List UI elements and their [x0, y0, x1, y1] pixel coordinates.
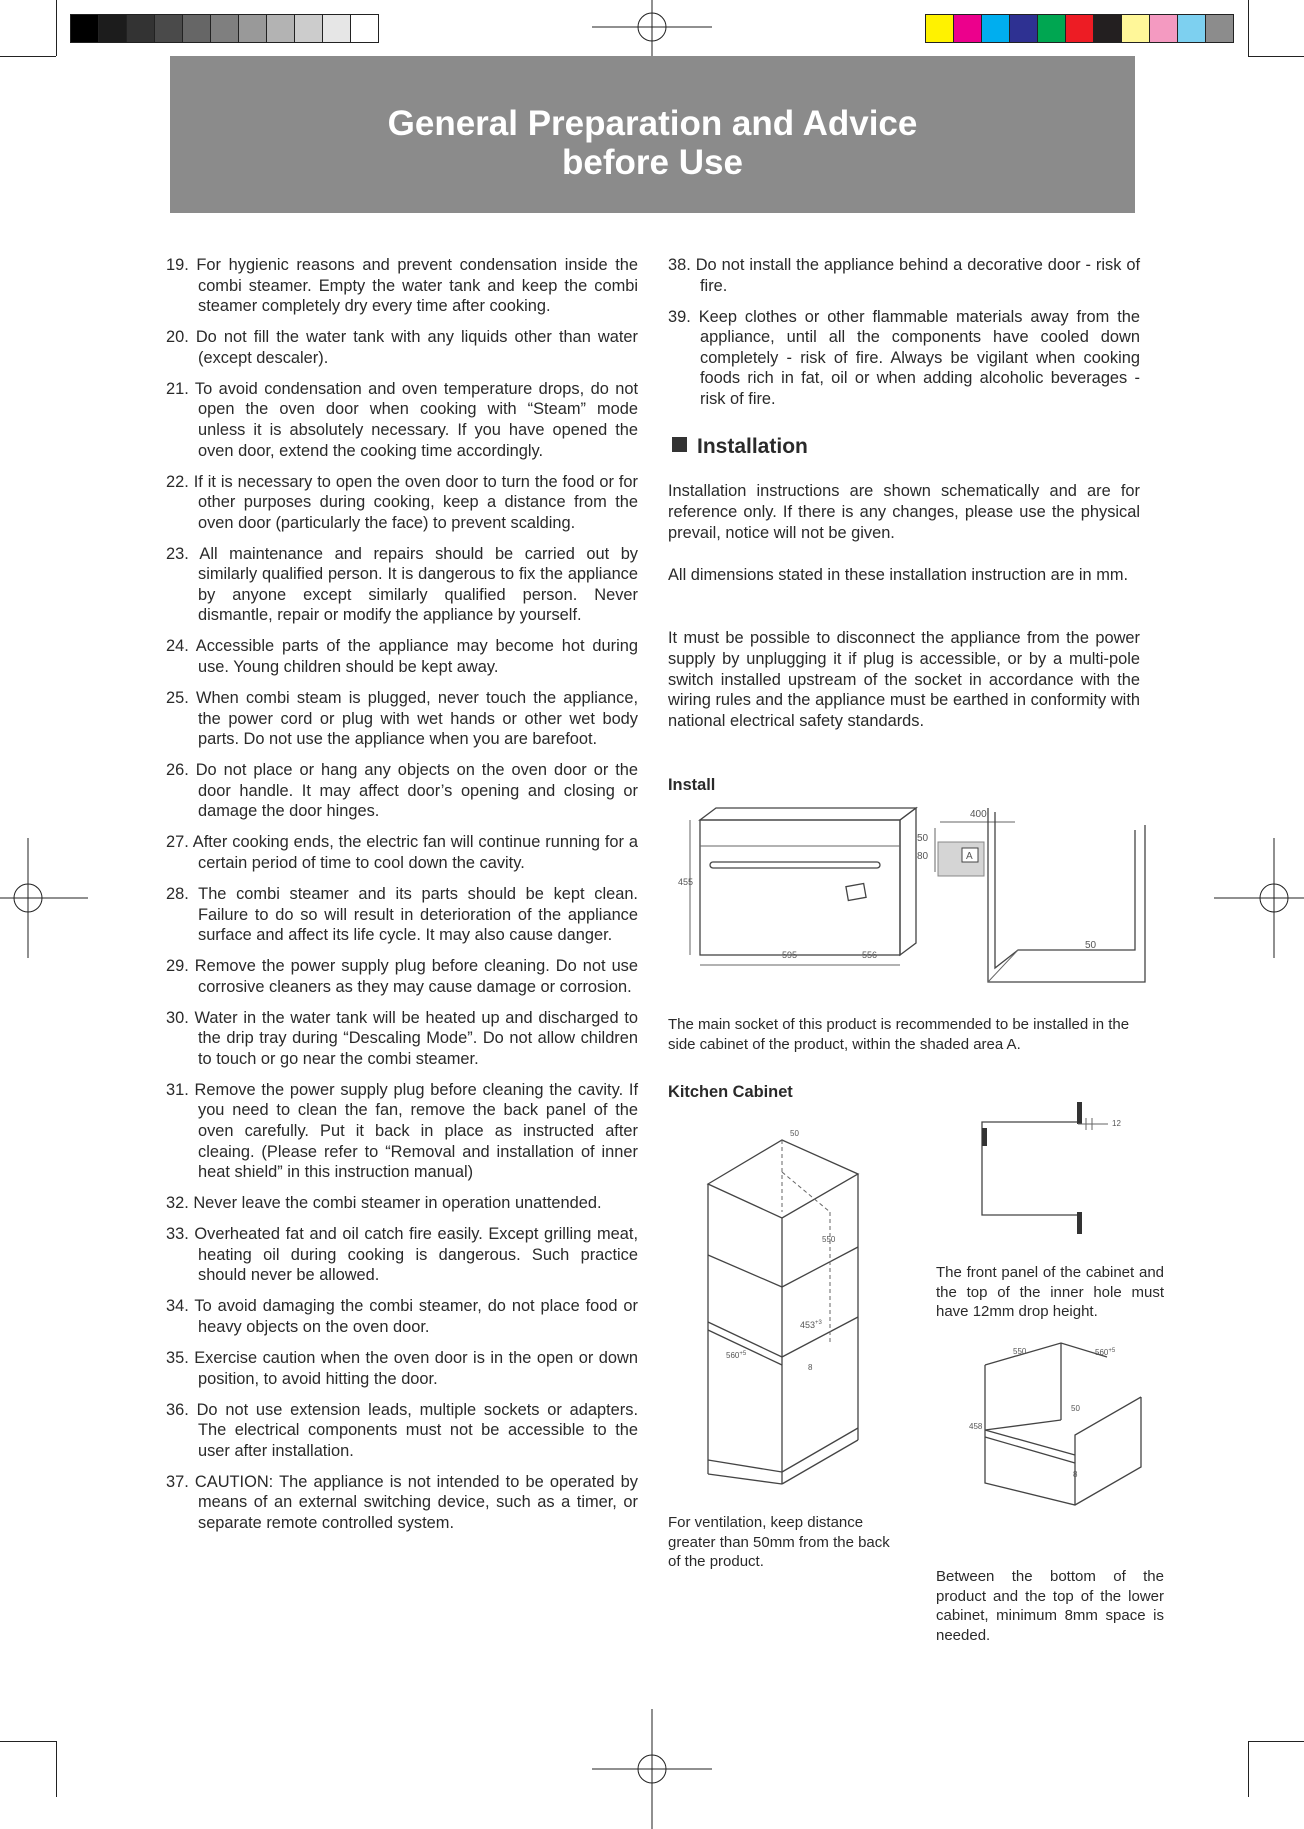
list-item: 34. To avoid damaging the combi steamer, do not place food or heavy objects on the oven door.: [166, 1297, 638, 1336]
cabinet-corner-line: [988, 950, 1018, 982]
crop-mark: [0, 1741, 56, 1742]
niche-depth-label: 550: [1013, 1347, 1027, 1356]
cabinet-top-label: 50: [790, 1129, 799, 1138]
right-column: [668, 255, 1140, 420]
niche-top-back: [985, 1343, 1107, 1365]
color-swatch: [1178, 15, 1206, 42]
shelf-upper-right: [782, 1247, 858, 1287]
registration-mark-right: [1214, 838, 1304, 958]
gray-swatch: [71, 15, 99, 42]
list-item: 31. Remove the power supply plug before cleaning the cavity. If you need to clean the fan, remove the back panel of the oven carefully. Put it back in place as instructed after cleaing. (Please refer to “Removal and installation of inner heat shield” in this instruction manual): [166, 1080, 638, 1182]
panel-top-edge: [1077, 1102, 1082, 1124]
list-item: 23. All maintenance and repairs should be carried out by similarly qualified person. It is dangerous to fix the appliance by anyone except similarly qualified person. Never dismantle, repair or modify the appliance by yourself.: [166, 544, 638, 625]
shelf-lower-edge: [708, 1330, 782, 1365]
list-item: 19. For hygienic reasons and prevent condensation inside the combi steamer. Empty the water tank and keep the combi steamer completely dry every time after cooking.: [166, 256, 638, 316]
cabinet-outline: [988, 808, 1145, 982]
cabinet-base: [708, 1474, 782, 1484]
tall-cabinet-diagram: [690, 1122, 890, 1490]
front-panel-drop-diagram: [978, 1100, 1128, 1235]
crop-mark: [1248, 0, 1249, 56]
gray-swatch: [183, 15, 211, 42]
list-item: 36. Do not use extension leads, multiple sockets or adapters. The electrical components must not be accessible to the user after installation.: [166, 1400, 638, 1460]
cabinet-depth-label: 550: [822, 1235, 836, 1244]
plinth-line: [708, 1460, 782, 1472]
registration-mark-left: [0, 838, 88, 958]
list-item: 29. Remove the power supply plug before cleaning. Do not use corrosive cleaners as they may cause damage or corrosion.: [166, 957, 638, 996]
niche-floor: [985, 1430, 1075, 1455]
side-cabinet-diagram: [915, 800, 1150, 985]
install-caption: The main socket of this product is recommended to be installed in the side cabinet of the product, within the shaded area A.: [668, 1016, 1130, 1053]
shelf-upper: [708, 1255, 782, 1287]
panel-profile: [982, 1122, 1078, 1215]
crop-mark: [1248, 1741, 1249, 1797]
installation-paragraph: It must be possible to disconnect the appliance from the power supply by unplugging it if plug is accessible, or by a multi-pole switch installed upstream of the socket in accordance with the wiring rules and the appliance must be earthed in conformity with national electrical safety standards.: [668, 629, 1140, 731]
list-item: 33. Overheated fat and oil catch fire easily. Except grilling meat, heating oil during cooking is dangerous. Such practice should never be allowed.: [166, 1225, 638, 1285]
cabinet-height-label: $453^{+3}$: [800, 1320, 822, 1330]
plinth-line-right: [782, 1428, 858, 1472]
color-swatch: [954, 15, 982, 42]
niche-floor-edge: [985, 1437, 1075, 1463]
cabinet-top: [708, 1140, 858, 1218]
area-a-label: A: [966, 851, 973, 862]
drop-label: 12: [1112, 1119, 1121, 1128]
color-swatch: [1038, 15, 1066, 42]
front-panel-caption: The front panel of the cabinet and the top of the inner hole must have 12mm drop height.: [936, 1264, 1164, 1320]
gray-swatch: [295, 15, 323, 42]
oven-height-label: 455: [678, 877, 694, 887]
installation-paragraph: Installation instructions are shown schematically and are for reference only. If there is any changes, please use the physical prevail, notice will not be given.: [668, 482, 1140, 542]
color-swatch: [1010, 15, 1038, 42]
niche-floor-back: [985, 1420, 1061, 1430]
page-title-line1: General Preparation and Advice: [387, 104, 918, 143]
left-column: [166, 255, 638, 1544]
installation-paragraph: All dimensions stated in these installation instruction are in mm.: [668, 566, 1129, 584]
oven-dimension-diagram: [672, 800, 942, 975]
page-title: [170, 56, 1135, 182]
kitchen-cabinet-label: Kitchen Cabinet: [668, 1083, 793, 1101]
oven-side-face: [900, 808, 916, 955]
page-title-line2: before Use: [562, 143, 743, 182]
installation-heading: Installation: [672, 435, 808, 459]
side-width-label: 400: [970, 809, 987, 820]
bottom-gap-caption: Between the bottom of the product and the top of the lower cabinet, minimum 8mm space is needed.: [936, 1568, 1164, 1644]
list-item: 25. When combi steam is plugged, never touch the appliance, the power cord or plug with wet hands or other wet body parts. Do not use the appliance when you are barefoot.: [166, 689, 638, 749]
square-bullet-icon: [672, 437, 687, 452]
list-item: 32. Never leave the combi steamer in operation unattended.: [166, 1194, 602, 1213]
list-item: 22. If it is necessary to open the oven door to turn the food or for other purposes during cooking, keep a distance from the oven door (particularly the face) to prevent scalding.: [166, 472, 638, 532]
color-swatch: [1094, 15, 1122, 42]
niche-width-label: $560^{+5}$: [1095, 1348, 1116, 1357]
list-item: 38. Do not install the appliance behind a decorative door - risk of fire.: [668, 256, 1140, 295]
cabinet-gap-label: 8: [808, 1363, 813, 1372]
gray-swatch: [99, 15, 127, 42]
color-swatch: [1122, 15, 1150, 42]
list-item: 37. CAUTION: The appliance is not intended to be operated by means of an external switching device, such as a timer, or separate remote controlled system.: [166, 1472, 638, 1532]
install-label: Install: [668, 776, 716, 794]
panel-bottom-edge: [1077, 1212, 1082, 1234]
oven-depth-label: 556: [862, 950, 878, 960]
color-swatch: [1206, 15, 1233, 42]
niche-gap-label: 8: [1073, 1470, 1078, 1479]
socket-plug-icon: [846, 884, 866, 901]
side-top-label: 50: [917, 833, 929, 844]
crop-mark: [1248, 1741, 1304, 1742]
crop-mark: [56, 1741, 57, 1797]
cabinet-base-right: [782, 1440, 858, 1484]
list-item: 21. To avoid condensation and oven temperature drops, do not open the oven door when cooking with “Steam” mode unless it is absolutely necessary. If you have opened the oven door, extend the cooking time accordingly.: [166, 379, 638, 460]
gray-swatch: [351, 15, 378, 42]
ventilation-caption: For ventilation, keep distance greater than 50mm from the back of the product.: [668, 1514, 890, 1570]
list-item: 26. Do not place or hang any objects on the oven door or the door handle. It may affect door’s opening and closing or damage the door hinges.: [166, 761, 638, 821]
list-item: 20. Do not fill the water tank with any liquids other than water (except descaler).: [166, 328, 638, 367]
crop-mark: [1248, 56, 1304, 57]
oven-door-handle: [710, 862, 880, 868]
niche-back-label: 50: [1071, 1404, 1080, 1413]
list-item: 30. Water in the water tank will be heated up and discharged to the drip tray during “Descaling Mode”. Do not allow children to touch or go near the combi steamer.: [166, 1008, 638, 1068]
gray-swatch: [323, 15, 351, 42]
gray-swatch: [267, 15, 295, 42]
header-banner: [170, 56, 1135, 213]
cabinet-width-label: $560^{+5}$: [726, 1351, 747, 1360]
niche-outer: [985, 1365, 1141, 1505]
oven-top-face: [700, 808, 916, 820]
oven-width-label: 595: [782, 950, 798, 960]
side-bottom-label: 50: [1085, 940, 1097, 951]
gray-swatch: [211, 15, 239, 42]
niche-height-label: 458: [969, 1422, 983, 1431]
color-swatch: [1150, 15, 1178, 42]
color-swatch: [926, 15, 954, 42]
oven-front-face: [700, 820, 900, 955]
crop-mark: [56, 0, 57, 56]
gray-color-bar: [70, 14, 379, 43]
list-item: 28. The combi steamer and its parts should be kept clean. Failure to do so will result in deterioration of the appliance surface and affect its life cycle. It may also cause danger.: [166, 884, 638, 945]
list-item: 39. Keep clothes or other flammable materials away from the appliance, until all the components have cooled down completely - risk of fire. Always be vigilant when cooking foods rich in fat, oil or when adding alcoholic beverages - risk of fire.: [668, 307, 1140, 408]
crop-mark: [0, 56, 56, 57]
list-item: 24. Accessible parts of the appliance may become hot during use. Young children should be kept away.: [166, 637, 638, 677]
color-swatch: [982, 15, 1010, 42]
hidden-edge: [782, 1172, 830, 1212]
cmyk-color-bar: [925, 14, 1234, 43]
color-swatch: [1066, 15, 1094, 42]
gray-swatch: [239, 15, 267, 42]
list-item: 35. Exercise caution when the oven door is in the open or down position, to avoid hitting the door.: [166, 1348, 638, 1388]
gray-swatch: [155, 15, 183, 42]
registration-mark-bottom: [592, 1709, 712, 1829]
gray-swatch: [127, 15, 155, 42]
cabinet-inner-outline: [995, 812, 1135, 968]
side-offset-label: 80: [917, 851, 929, 862]
list-item: 27. After cooking ends, the electric fan will continue running for a certain period of time to cool down the cavity.: [166, 833, 638, 872]
niche-front: [1075, 1397, 1141, 1505]
niche-diagram: [955, 1335, 1145, 1510]
panel-inner-stub: [982, 1128, 987, 1146]
